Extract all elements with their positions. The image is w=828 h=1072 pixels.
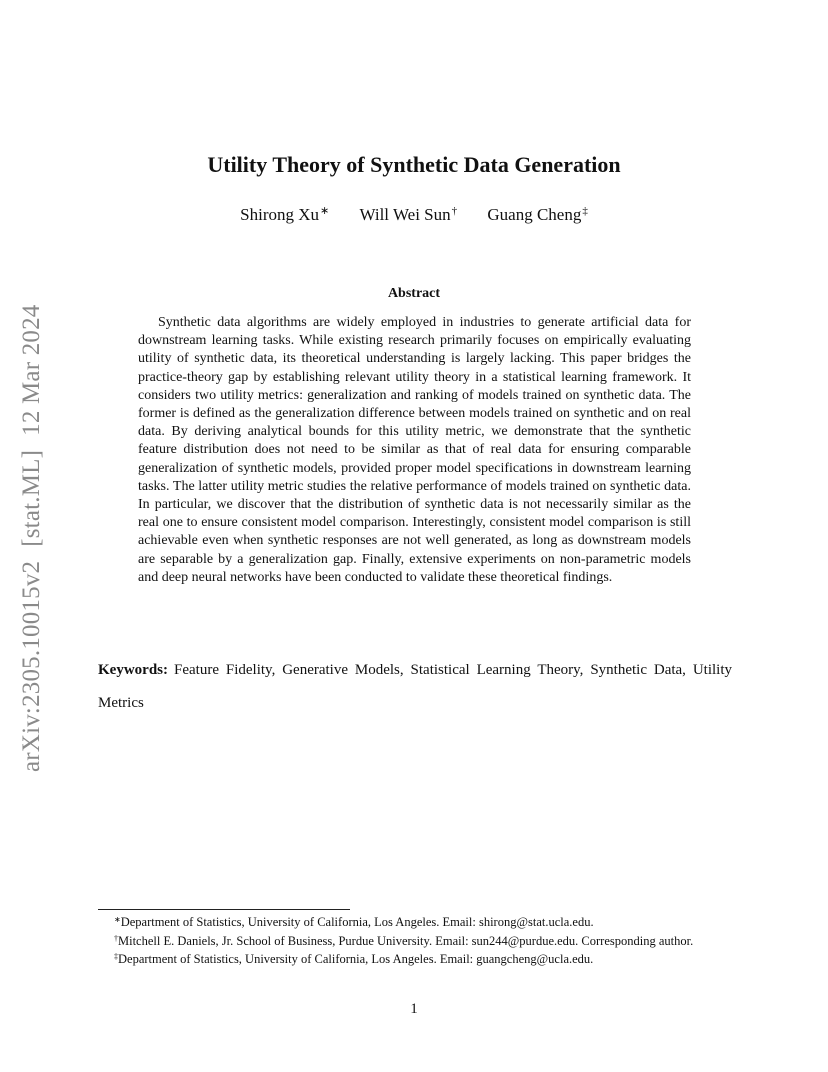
footnote-mark: ‡ xyxy=(114,952,118,961)
keywords-text: Feature Fidelity, Generative Models, Statistical Learning Theory, Synthetic Data, Utility Metrics xyxy=(98,662,732,711)
paper-title: Utility Theory of Synthetic Data Generation xyxy=(207,152,621,177)
author-3 xyxy=(487,205,587,225)
arxiv-id: arXiv:2305.10015v2 xyxy=(18,560,45,772)
page-number: 1 xyxy=(410,1001,418,1017)
footnotes xyxy=(98,912,732,968)
arxiv-stamp xyxy=(18,272,46,772)
arxiv-category: [stat.ML] xyxy=(18,449,45,547)
abstract-heading: Abstract xyxy=(387,286,441,301)
author-name: Will Wei Sun xyxy=(359,205,451,224)
keywords xyxy=(98,654,732,720)
author-2 xyxy=(359,205,457,225)
author-1 xyxy=(240,204,329,225)
author-footnote-mark: ‡ xyxy=(582,205,588,217)
footnote-3 xyxy=(98,949,732,968)
abstract-text: Synthetic data algorithms are widely employed in industries to generate artificial data for downstream learning tasks. While existing research primarily focuses on empirically evaluating utility of synthetic data, its theoretical understanding is largely lacking. This paper bridges the practice-theory gap by establishing relevant utility theory in a statistical learning framework. It considers two utility metrics: generalization and ranking of models trained on synthetic data. The former is defined as the generalization difference between models trained on synthetic and on real data. By deriving analytical bounds for this utility metric, we demonstrate that the synthetic feature distribution does not need to be similar as that of real data for ensuring comparable generalization of synthetic models, provided proper model specifications in downstream learning tasks. The latter utility metric studies the relative performance of models trained on synthetic data. In particular, we discover that the distribution of synthetic data is not necessarily similar as the real one to ensure consistent model comparison. Interestingly, consistent model comparison is still achievable even when synthetic responses are not well generated, as long as downstream models are separable by a generalization gap. Finally, extensive experiments on non-parametric models and deep neural networks have been conducted to validate these theoretical findings. xyxy=(138,315,691,585)
author-footnote-mark: † xyxy=(451,205,458,217)
footnote-divider xyxy=(98,909,350,910)
author-name: Shirong Xu xyxy=(240,205,320,224)
arxiv-date: 12 Mar 2024 xyxy=(18,304,45,436)
footnote-text: Mitchell E. Daniels, Jr. School of Business, Purdue University. Email: sun244@purdue.edu. Corresponding author. xyxy=(118,933,694,948)
author-list xyxy=(0,204,828,225)
footnote-mark: † xyxy=(114,933,118,943)
author-name: Guang Cheng xyxy=(487,205,582,224)
footnote-text: Department of Statistics, University of California, Los Angeles. Email: guangcheng@ucla.edu. xyxy=(118,952,594,966)
footnote-mark: ∗ xyxy=(114,915,121,924)
footnote-1 xyxy=(98,912,732,931)
footnote-2 xyxy=(98,931,732,950)
footnote-text: Department of Statistics, University of California, Los Angeles. Email: shirong@stat.ucla.edu. xyxy=(120,915,594,929)
keywords-label: Keywords: xyxy=(98,662,168,678)
author-footnote-mark: ∗ xyxy=(320,205,330,217)
